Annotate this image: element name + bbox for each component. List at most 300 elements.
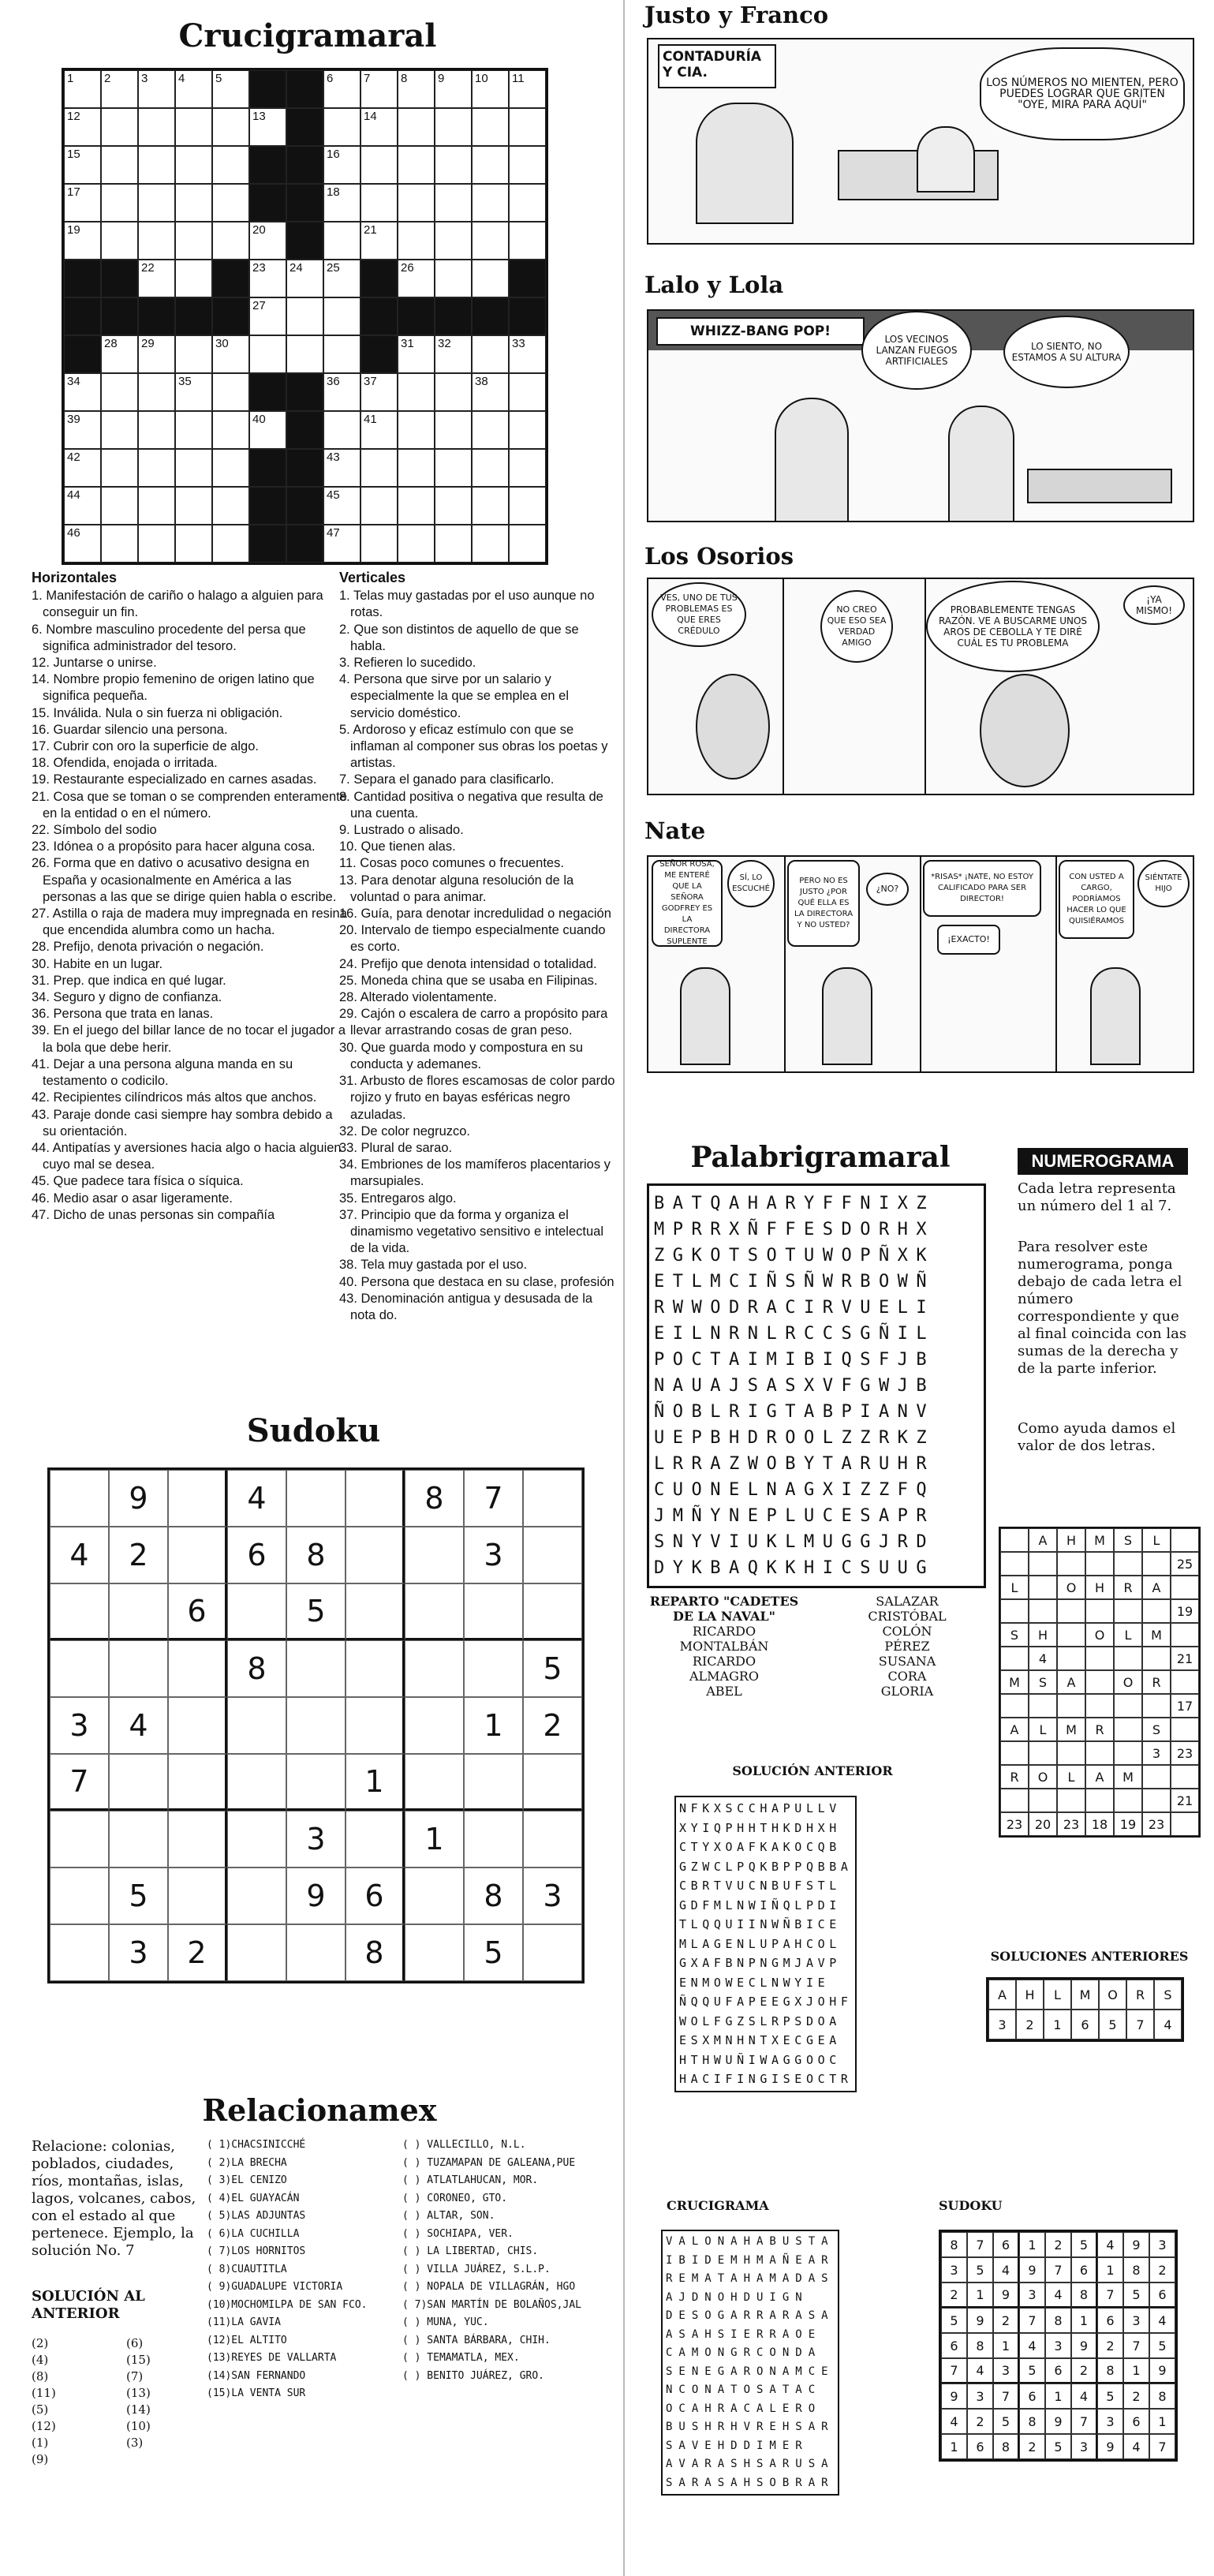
numerograma-cell: R — [1085, 1718, 1114, 1741]
crossword-cell[interactable] — [175, 260, 212, 297]
numerograma-cell: A — [1057, 1670, 1085, 1694]
crossword-cell[interactable] — [435, 108, 472, 146]
crossword-cell[interactable] — [101, 184, 138, 222]
crossword-cell[interactable] — [138, 335, 175, 373]
sudoku-cell[interactable] — [523, 1583, 582, 1640]
crossword-cell[interactable] — [175, 449, 212, 487]
sudoku-solution-cell: 1 — [941, 2434, 967, 2459]
crossword-cell[interactable] — [138, 487, 175, 525]
crossword-cell[interactable] — [175, 146, 212, 184]
solucion-anterior-title: SOLUCIÓN ANTERIOR — [732, 1763, 893, 1778]
sudoku-solution-cell: 8 — [967, 2333, 993, 2358]
crossword-cell[interactable] — [323, 297, 360, 335]
solution-row: ESXMNHNTXECGEA — [679, 2033, 841, 2047]
sudoku-cell[interactable] — [346, 1527, 405, 1583]
crossword-cell[interactable] — [175, 525, 212, 563]
place-item: ( 7)LOS HORNITOS — [207, 2245, 306, 2257]
black-cell — [360, 297, 398, 335]
vertical-clue: 13. Para denotar alguna resolución de la voluntad o para animar. — [339, 873, 574, 904]
crossword-cell[interactable] — [509, 108, 546, 146]
sudoku-cell[interactable] — [168, 1527, 227, 1583]
crossword-cell[interactable] — [138, 108, 175, 146]
state-item[interactable]: ( ) NOPALA DE VILLAGRÁN, HGO — [402, 2281, 576, 2293]
state-item[interactable]: ( ) SANTA BÁRBARA, CHIH. — [402, 2334, 551, 2346]
cast-name: RICARDO — [692, 1654, 756, 1669]
crossword-cell[interactable] — [101, 525, 138, 563]
place-item: ( 4)EL GUAYACÁN — [207, 2192, 300, 2204]
numerograma-cell: A — [1142, 1576, 1171, 1599]
solution-row: HTHWUÑIWAGGOOC — [679, 2052, 841, 2067]
black-cell — [286, 108, 323, 146]
sudoku-cell: 8 — [346, 1924, 405, 1981]
sudoku-cell[interactable] — [50, 1811, 109, 1868]
crossword-cell[interactable] — [101, 411, 138, 449]
numerograma-cell — [1142, 1599, 1171, 1623]
crossword-cell[interactable] — [360, 146, 398, 184]
crossword-cell[interactable] — [249, 297, 286, 335]
crossword-cell[interactable] — [509, 222, 546, 260]
sudoku-cell[interactable] — [405, 1640, 464, 1697]
sudoku-cell[interactable] — [50, 1583, 109, 1640]
sudoku-cell[interactable] — [346, 1640, 405, 1697]
crossword-cell[interactable] — [398, 411, 435, 449]
clue-number: 22 — [141, 261, 155, 275]
crossword-cell[interactable] — [286, 297, 323, 335]
crossword-cell[interactable] — [509, 70, 546, 108]
state-item[interactable]: ( ) ALTAR, SON. — [402, 2210, 495, 2222]
clue-number: 43 — [327, 451, 340, 464]
solution-entry: (3) — [126, 2436, 144, 2450]
clue-number: 39 — [67, 413, 80, 426]
sudoku-cell[interactable] — [286, 1470, 346, 1527]
state-item[interactable]: ( ) TEMAMATLA, MEX. — [402, 2352, 520, 2364]
crossword-cell[interactable] — [64, 70, 101, 108]
numerograma-cell: 23 — [1171, 1741, 1199, 1765]
crossword-cell[interactable] — [138, 449, 175, 487]
crossword-cell[interactable] — [212, 373, 249, 411]
crossword-cell[interactable] — [175, 487, 212, 525]
sudoku-cell[interactable] — [168, 1697, 227, 1754]
crossword-cell[interactable] — [360, 70, 398, 108]
crossword-cell[interactable] — [472, 146, 509, 184]
sudoku-solution-cell: 6 — [1097, 2308, 1123, 2333]
crossword-cell[interactable] — [435, 335, 472, 373]
crossword-cell[interactable] — [435, 260, 472, 297]
crossword-cell[interactable] — [435, 411, 472, 449]
crossword-cell[interactable] — [472, 222, 509, 260]
crossword-cell[interactable] — [472, 411, 509, 449]
sudoku-cell[interactable] — [227, 1697, 286, 1754]
black-cell — [360, 260, 398, 297]
crossword-cell[interactable] — [323, 373, 360, 411]
crossword-solution-row: CAMONGRCONDA — [666, 2346, 822, 2359]
crossword-cell[interactable] — [212, 411, 249, 449]
black-cell — [435, 297, 472, 335]
crossword-cell[interactable] — [435, 487, 472, 525]
crossword-cell[interactable] — [472, 487, 509, 525]
sudoku-cell: 4 — [50, 1527, 109, 1583]
sudoku-cell[interactable] — [346, 1470, 405, 1527]
vertical-clue: 5. Ardoroso y eficaz estímulo con que se inflaman al componer sus obras los poetas y artistas. — [339, 722, 608, 771]
word-search-solution — [674, 1796, 857, 2092]
los-osorios-title: Los Osorios — [644, 543, 794, 570]
crossword-cell[interactable] — [472, 108, 509, 146]
sudoku-cell[interactable] — [109, 1811, 168, 1868]
crossword-cell[interactable] — [435, 222, 472, 260]
state-item[interactable]: ( ) SOCHIAPA, VER. — [402, 2227, 514, 2240]
crossword-cell[interactable] — [435, 146, 472, 184]
crossword-cell[interactable] — [101, 222, 138, 260]
crossword-cell[interactable] — [360, 449, 398, 487]
sudoku-cell[interactable] — [50, 1470, 109, 1527]
crossword-cell[interactable] — [64, 373, 101, 411]
sudoku-cell[interactable] — [346, 1583, 405, 1640]
state-item[interactable]: ( ) BENITO JUÁREZ, GRO. — [402, 2369, 545, 2382]
word-search-row: LRRAZWOBYTARUHR — [654, 1454, 936, 1474]
crossword-solution-row: AVARASHSARUSA — [666, 2458, 835, 2470]
clue-number: 10 — [475, 72, 488, 85]
state-item[interactable]: ( ) LA LIBERTAD, CHIS. — [402, 2245, 539, 2257]
character-figure — [822, 967, 872, 1065]
crossword-cell[interactable] — [212, 108, 249, 146]
crossword-cell[interactable] — [175, 411, 212, 449]
crossword-cell[interactable] — [323, 260, 360, 297]
sudoku-cell[interactable] — [168, 1754, 227, 1811]
state-item[interactable]: ( ) VILLA JUÁREZ, S.L.P. — [402, 2263, 551, 2275]
crossword-cell[interactable] — [138, 525, 175, 563]
numerograma-cell — [1142, 1765, 1171, 1789]
crossword-cell[interactable] — [435, 184, 472, 222]
crossword-cell[interactable] — [101, 335, 138, 373]
sudoku-solution-cell: 8 — [941, 2232, 967, 2257]
crossword-cell[interactable] — [398, 487, 435, 525]
nate-bubble-8: SIÉNTATE HIJO — [1137, 860, 1190, 907]
sudoku-cell[interactable] — [168, 1470, 227, 1527]
crossword-cell[interactable] — [435, 449, 472, 487]
numerograma-cell: H — [1057, 1528, 1085, 1552]
crossword-cell[interactable] — [472, 184, 509, 222]
sudoku-solution-cell: 5 — [967, 2257, 993, 2283]
crossword-cell[interactable] — [360, 108, 398, 146]
numerograma-grid[interactable] — [999, 1527, 1201, 1838]
sudoku-cell[interactable] — [405, 1924, 464, 1981]
crossword-cell[interactable] — [472, 525, 509, 563]
numerograma-cell: 20 — [1029, 1812, 1057, 1836]
crossword-cell[interactable] — [64, 411, 101, 449]
sudoku-cell[interactable] — [405, 1583, 464, 1640]
crossword-cell[interactable] — [435, 525, 472, 563]
crossword-cell[interactable] — [212, 449, 249, 487]
sudoku-cell[interactable] — [168, 1811, 227, 1868]
crossword-cell[interactable] — [323, 146, 360, 184]
sudoku-cell[interactable] — [227, 1583, 286, 1640]
crossword-cell[interactable] — [323, 108, 360, 146]
sudoku-cell: 3 — [109, 1924, 168, 1981]
crossword-cell[interactable] — [101, 373, 138, 411]
sudoku-cell[interactable] — [523, 1754, 582, 1811]
crossword-cell[interactable] — [212, 146, 249, 184]
cast-name: GLORIA — [880, 1684, 934, 1699]
horizontal-clue: 16. Guardar silencio una persona. — [32, 722, 228, 737]
lalo-bubble-1: LOS VECINOS LANZAN FUEGOS ARTIFICIALES — [861, 311, 972, 390]
clue-number: 7 — [364, 72, 371, 85]
sudoku-cell[interactable] — [464, 1811, 523, 1868]
sudoku-cell[interactable] — [168, 1868, 227, 1924]
place-item: (10)MOCHOMILPA DE SAN FCO. — [207, 2298, 368, 2311]
crossword-solution-row: IBIDEMHMAÑEAR — [666, 2253, 835, 2267]
crossword-cell[interactable] — [175, 222, 212, 260]
sudoku-cell[interactable] — [109, 1640, 168, 1697]
crossword-cell[interactable] — [323, 449, 360, 487]
state-item[interactable]: ( ) MUNA, YUC. — [402, 2316, 489, 2328]
sudoku-cell[interactable] — [168, 1640, 227, 1697]
numerograma-cell: L — [1029, 1718, 1057, 1741]
crossword-cell[interactable] — [398, 373, 435, 411]
horizontal-clue: 17. Cubrir con oro la superficie de algo. — [32, 739, 259, 754]
crossword-cell[interactable] — [509, 449, 546, 487]
crossword-cell[interactable] — [398, 335, 435, 373]
sudoku-cell[interactable] — [109, 1754, 168, 1811]
sudoku-cell[interactable] — [227, 1868, 286, 1924]
numerograma-cell — [1085, 1670, 1114, 1694]
crossword-cell[interactable] — [472, 449, 509, 487]
sudoku-cell[interactable] — [523, 1527, 582, 1583]
crossword-cell[interactable] — [398, 525, 435, 563]
relacionamex-solution-title: SOLUCIÓN AL ANTERIOR — [32, 2288, 145, 2322]
crossword-cell[interactable] — [398, 108, 435, 146]
sudoku-cell[interactable] — [523, 1470, 582, 1527]
crossword-cell[interactable] — [175, 108, 212, 146]
sudoku-cell[interactable] — [464, 1640, 523, 1697]
sudoku-cell: 5 — [523, 1640, 582, 1697]
solution-number: 2 — [1016, 2010, 1044, 2039]
crossword-cell[interactable] — [138, 222, 175, 260]
sudoku-cell[interactable] — [227, 1754, 286, 1811]
word-search-row: ETLMCIÑSÑWRBOWÑ — [654, 1272, 936, 1292]
crossword-cell[interactable] — [249, 335, 286, 373]
sudoku-solution-cell: 1 — [1019, 2232, 1045, 2257]
vertical-clue: 3. Refieren lo sucedido. — [339, 656, 476, 671]
clue-number: 5 — [215, 72, 222, 85]
relacionamex-places — [207, 2137, 368, 2403]
sudoku-solution-cell: 3 — [1097, 2409, 1123, 2434]
sudoku-cell[interactable] — [286, 1697, 346, 1754]
sudoku-cell: 5 — [464, 1924, 523, 1981]
solution-row: XYIQPHHTHKDHXH — [679, 1820, 841, 1835]
crossword-cell[interactable] — [249, 108, 286, 146]
state-item[interactable]: ( 7)SAN MARTÍN DE BOLAÑOS,JAL — [402, 2298, 581, 2311]
clue-number: 21 — [364, 223, 377, 237]
sudoku-cell[interactable] — [346, 1811, 405, 1868]
sudoku-cell[interactable] — [286, 1924, 346, 1981]
crossword-cell[interactable] — [101, 146, 138, 184]
crossword-cell[interactable] — [360, 222, 398, 260]
crossword-cell[interactable] — [509, 411, 546, 449]
place-item: ( 1)CHACSINICCHÉ — [207, 2139, 306, 2151]
numerograma-cell — [1171, 1623, 1199, 1647]
sudoku-cell: 8 — [464, 1868, 523, 1924]
crossword-cell[interactable] — [212, 335, 249, 373]
crossword-cell[interactable] — [138, 70, 175, 108]
sudoku-cell[interactable] — [405, 1868, 464, 1924]
crossword-cell[interactable] — [138, 260, 175, 297]
numerograma-cell — [1000, 1647, 1029, 1670]
crossword-cell[interactable] — [249, 411, 286, 449]
crossword-cell[interactable] — [509, 184, 546, 222]
crossword-cell[interactable] — [398, 70, 435, 108]
numerograma-cell — [1057, 1741, 1085, 1765]
crossword-cell[interactable] — [175, 373, 212, 411]
crossword-cell[interactable] — [64, 487, 101, 525]
sudoku-cell[interactable] — [405, 1527, 464, 1583]
sudoku-solution-cell: 7 — [1097, 2283, 1123, 2308]
crossword-cell[interactable] — [64, 146, 101, 184]
clue-number: 19 — [67, 223, 80, 237]
crossword-cell[interactable] — [323, 184, 360, 222]
sudoku-cell[interactable] — [50, 1924, 109, 1981]
sudoku-solution-cell: 4 — [1019, 2333, 1045, 2358]
crossword-cell[interactable] — [323, 487, 360, 525]
state-item[interactable]: ( ) ATLATLAHUCAN, MOR. — [402, 2174, 539, 2186]
sudoku-solution-cell: 1 — [1123, 2358, 1149, 2383]
crossword-cell[interactable] — [101, 70, 138, 108]
crossword-cell[interactable] — [64, 108, 101, 146]
sudoku-cell[interactable] — [109, 1583, 168, 1640]
sudoku-grid[interactable] — [47, 1467, 585, 1983]
crossword-cell[interactable] — [435, 70, 472, 108]
sudoku-cell[interactable] — [405, 1697, 464, 1754]
sound-effect: WHIZZ-BANG POP! — [656, 317, 865, 346]
numerograma-cell — [1029, 1552, 1057, 1576]
solution-row: TLQQUIINWÑBICE — [679, 1917, 841, 1931]
crossword-solution-row: AJDNOHDUIGN — [666, 2290, 809, 2304]
osorios-bubble-2: NO CREO QUE ESO SEA VERDAD AMIGO — [820, 590, 893, 663]
clue-number: 4 — [178, 72, 185, 85]
crossword-cell[interactable] — [360, 373, 398, 411]
sudoku-cell[interactable] — [227, 1811, 286, 1868]
numerograma-cell — [1029, 1694, 1057, 1718]
sudoku-solution-cell: 7 — [941, 2358, 967, 2383]
sudoku-cell[interactable] — [405, 1754, 464, 1811]
sudoku-cell[interactable] — [346, 1697, 405, 1754]
crossword-cell[interactable] — [175, 335, 212, 373]
sudoku-solution-cell: 2 — [967, 2409, 993, 2434]
crossword-cell[interactable] — [472, 260, 509, 297]
crossword-cell[interactable] — [398, 449, 435, 487]
clue-number: 31 — [401, 337, 414, 350]
crossword-cell[interactable] — [64, 222, 101, 260]
crossword-cell[interactable] — [472, 335, 509, 373]
crossword-cell[interactable] — [64, 449, 101, 487]
crossword-cell[interactable] — [509, 373, 546, 411]
crossword-cell[interactable] — [360, 411, 398, 449]
sudoku-cell[interactable] — [286, 1640, 346, 1697]
crossword-cell[interactable] — [286, 335, 323, 373]
crossword-cell[interactable] — [101, 449, 138, 487]
vertical-clue: 9. Lustrado o alisado. — [339, 823, 464, 838]
crossword-cell[interactable] — [212, 184, 249, 222]
crossword-cell[interactable] — [64, 525, 101, 563]
crossword-cell[interactable] — [249, 260, 286, 297]
crossword-cell[interactable] — [509, 146, 546, 184]
horizontal-clue: 34. Seguro y digno de confianza. — [32, 990, 222, 1005]
sudoku-cell[interactable] — [50, 1868, 109, 1924]
crossword-cell[interactable] — [398, 146, 435, 184]
solution-column-2 — [126, 2335, 151, 2451]
crossword-cell[interactable] — [323, 70, 360, 108]
crossword-cell[interactable] — [360, 487, 398, 525]
crossword-cell[interactable] — [360, 184, 398, 222]
sudoku-cell[interactable] — [464, 1754, 523, 1811]
crossword-cell[interactable] — [360, 525, 398, 563]
crossword-cell[interactable] — [212, 70, 249, 108]
state-item[interactable]: ( ) CORONEO, GTO. — [402, 2192, 508, 2204]
horizontal-clue: 44. Antipatías y aversiones hacia algo o hacia alguien cuyo mal se desea. — [32, 1140, 342, 1172]
sudoku-cell[interactable] — [523, 1924, 582, 1981]
sudoku-cell[interactable] — [523, 1811, 582, 1868]
crossword-cell[interactable] — [435, 373, 472, 411]
crossword-cell[interactable] — [323, 222, 360, 260]
crossword-cell[interactable] — [249, 222, 286, 260]
crossword-cell[interactable] — [472, 373, 509, 411]
word-search-grid[interactable] — [647, 1183, 986, 1588]
sudoku-cell[interactable] — [464, 1583, 523, 1640]
crossword-cell[interactable] — [286, 260, 323, 297]
crossword-cell[interactable] — [323, 335, 360, 373]
crossword-cell[interactable] — [323, 411, 360, 449]
sudoku-cell[interactable] — [227, 1924, 286, 1981]
sudoku-solution-cell: 6 — [967, 2434, 993, 2459]
clue-number: 37 — [364, 375, 377, 388]
osorios-bubble-1: VES, UNO DE TUS PROBLEMAS ES QUE ERES CRÉDULO — [652, 582, 746, 647]
crossword-grid[interactable] — [62, 68, 548, 565]
crossword-cell[interactable] — [138, 184, 175, 222]
numerograma-cell — [1142, 1552, 1171, 1576]
numerograma-text-3: Como ayuda damos el valor de dos letras. — [1018, 1420, 1176, 1454]
crossword-cell[interactable] — [212, 487, 249, 525]
numerograma-cell — [1114, 1599, 1142, 1623]
crossword-cell[interactable] — [175, 70, 212, 108]
crossword-cell[interactable] — [509, 335, 546, 373]
crossword-cell[interactable] — [398, 184, 435, 222]
solution-entry: (1) — [32, 2436, 49, 2450]
crossword-cell[interactable] — [138, 146, 175, 184]
crossword-cell[interactable] — [101, 487, 138, 525]
word-search-row: ZGKOTSOTUWOPÑXK — [654, 1246, 936, 1266]
state-item[interactable]: ( ) VALLECILLO, N.L. — [402, 2139, 526, 2151]
sudoku-cell[interactable] — [286, 1754, 346, 1811]
crossword-cell[interactable] — [138, 373, 175, 411]
relacionamex-title: Relacionamex — [202, 2092, 437, 2128]
crossword-cell[interactable] — [323, 525, 360, 563]
crossword-cell[interactable] — [509, 487, 546, 525]
sudoku-cell[interactable] — [50, 1640, 109, 1697]
numerograma-solution — [986, 1977, 1184, 2042]
crossword-cell[interactable] — [509, 525, 546, 563]
crossword-cell[interactable] — [212, 222, 249, 260]
solution-row: GZWCLPQKBPPQBBA — [679, 1859, 853, 1874]
crossword-cell[interactable] — [472, 70, 509, 108]
crossword-cell[interactable] — [398, 260, 435, 297]
crossword-cell[interactable] — [138, 411, 175, 449]
crossword-cell[interactable] — [101, 108, 138, 146]
crossword-cell[interactable] — [64, 184, 101, 222]
crossword-cell[interactable] — [212, 525, 249, 563]
state-item[interactable]: ( ) TUZAMAPAN DE GALEANA,PUE — [402, 2156, 576, 2169]
numerograma-cell: 18 — [1085, 1812, 1114, 1836]
crossword-cell[interactable] — [398, 222, 435, 260]
crossword-cell[interactable] — [175, 184, 212, 222]
